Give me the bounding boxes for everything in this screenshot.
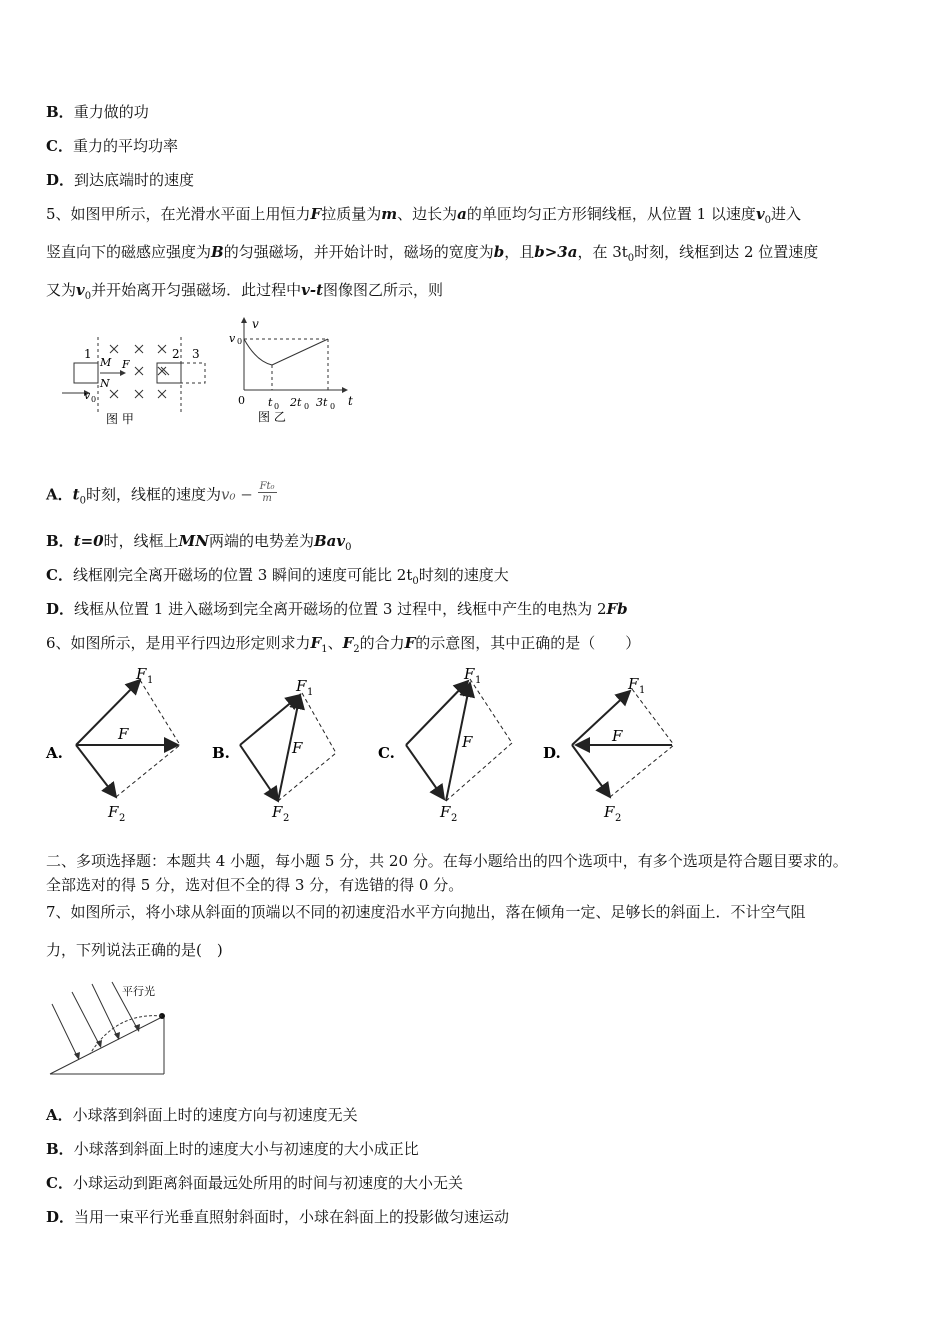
svg-text:2t: 2t bbox=[290, 396, 302, 409]
svg-text:F: F bbox=[628, 675, 639, 693]
svg-text:F: F bbox=[292, 739, 303, 757]
q7-option-c: C．小球运动到距离斜面最远处所用的时间与初速度的大小无关 bbox=[46, 1174, 463, 1192]
q7-option-d: D．当用一束平行光垂直照射斜面时，小球在斜面上的投影做匀速运动 bbox=[46, 1208, 510, 1226]
svg-text:F: F bbox=[462, 733, 473, 751]
q7-stem-line2: 力，下列说法正确的是( ) bbox=[46, 941, 223, 959]
svg-text:N: N bbox=[100, 377, 110, 390]
svg-text:F: F bbox=[108, 803, 119, 821]
svg-text:2: 2 bbox=[615, 813, 622, 824]
svg-text:F: F bbox=[118, 725, 129, 743]
svg-text:v: v bbox=[229, 332, 236, 345]
svg-text:0: 0 bbox=[238, 394, 245, 407]
svg-text:F: F bbox=[296, 677, 307, 695]
svg-text:0: 0 bbox=[91, 395, 97, 404]
q6-diagram-b bbox=[212, 677, 336, 824]
q4-option-b: B．重力做的功 bbox=[46, 103, 149, 121]
svg-text:0: 0 bbox=[237, 337, 243, 346]
svg-text:平行光: 平行光 bbox=[122, 985, 155, 998]
svg-text:v: v bbox=[252, 317, 259, 331]
svg-text:1: 1 bbox=[475, 675, 482, 686]
q5-figure-jia bbox=[58, 335, 218, 435]
svg-text:A.: A. bbox=[46, 744, 63, 762]
svg-text:C.: C. bbox=[378, 744, 395, 762]
svg-text:0: 0 bbox=[274, 402, 280, 411]
svg-text:2: 2 bbox=[172, 347, 180, 361]
svg-text:F: F bbox=[612, 727, 623, 745]
q7-option-a: A．小球落到斜面上时的速度方向与初速度无关 bbox=[46, 1106, 358, 1124]
svg-text:2: 2 bbox=[451, 813, 458, 824]
svg-text:1: 1 bbox=[84, 347, 92, 361]
svg-text:F: F bbox=[136, 665, 147, 683]
q5-option-c: C．线框刚完全离开磁场的位置 3 瞬间的速度可能比 $2t_0$时刻的速度大 bbox=[46, 566, 509, 587]
q7-figure bbox=[46, 978, 176, 1080]
q7-option-b: B．小球落到斜面上时的速度大小与初速度的大小成正比 bbox=[46, 1140, 419, 1158]
svg-text:2: 2 bbox=[119, 813, 126, 824]
svg-text:2: 2 bbox=[283, 813, 290, 824]
svg-text:M: M bbox=[100, 356, 112, 369]
svg-text:t: t bbox=[348, 394, 353, 408]
q5-option-d: D．线框从位置 1 进入磁场到完全离开磁场的位置 3 过程中，线框中产生的电热为 2Fb bbox=[46, 600, 628, 618]
svg-text:F: F bbox=[122, 358, 130, 371]
q6-diagram-d bbox=[543, 675, 674, 824]
svg-text:1: 1 bbox=[307, 687, 314, 698]
q6-diagrams bbox=[40, 665, 920, 830]
q6-diagram-a bbox=[45, 665, 180, 824]
svg-text:0: 0 bbox=[304, 402, 310, 411]
q5-stem-line1: 5、如图甲所示，在光滑水平面上用恒力F拉质量为m、边长为a的单匝均匀正方形铜线框，从位置 1 以速度$v_0$进入 bbox=[46, 205, 802, 226]
section2-line1: 二、多项选择题：本题共 4 小题，每小题 5 分，共 20 分。在每小题给出的四个选项中，有多个选项是符合题目要求的。 bbox=[46, 852, 848, 870]
q6-diagram-c bbox=[378, 665, 512, 824]
svg-text:F: F bbox=[272, 803, 283, 821]
q5-option-b: B．t=0时，线框上MN两端的电势差为Bav$_0$ bbox=[46, 532, 352, 553]
svg-text:v: v bbox=[84, 389, 91, 402]
svg-text:1: 1 bbox=[147, 675, 154, 686]
q7-stem-line1: 7、如图所示，将小球从斜面的顶端以不同的初速度沿水平方向抛出，落在倾角一定、足够长的斜面上．不计空气阻 bbox=[46, 903, 806, 921]
q5-stem-line3: 又为$v_0$并开始离开匀强磁场．此过程中v-t图像图乙所示，则 bbox=[46, 281, 444, 302]
svg-text:F: F bbox=[604, 803, 615, 821]
svg-text:3: 3 bbox=[192, 347, 200, 361]
q5-option-a: A．$t_0$时刻，线框的速度为v₀ − $\frac{\text{Ft₀}}{m}$ bbox=[46, 481, 275, 507]
section2-line2: 全部选对的得 5 分，选对但不全的得 3 分，有选错的得 0 分。 bbox=[46, 876, 464, 894]
svg-text:3t: 3t bbox=[316, 396, 328, 409]
svg-text:D.: D. bbox=[543, 744, 561, 762]
q5-figure-yi bbox=[226, 315, 361, 435]
q4-option-d: D．到达底端时的速度 bbox=[46, 171, 195, 189]
q4-option-c: C．重力的平均功率 bbox=[46, 137, 178, 155]
svg-text:0: 0 bbox=[330, 402, 336, 411]
svg-text:B.: B. bbox=[212, 744, 230, 762]
svg-text:1: 1 bbox=[639, 685, 646, 696]
svg-text:图 甲: 图 甲 bbox=[106, 412, 134, 426]
svg-text:图 乙: 图 乙 bbox=[258, 410, 286, 424]
svg-text:F: F bbox=[464, 665, 475, 683]
svg-text:t: t bbox=[268, 396, 273, 409]
q5-stem-line2: 竖直向下的磁感应强度为B的匀强磁场，并开始计时，磁场的宽度为b，且b>3a，在 $3t_0$时刻，线框到达 2 位置速度 bbox=[46, 243, 819, 264]
svg-text:F: F bbox=[440, 803, 451, 821]
q6-stem: 6、如图所示，是用平行四边形定则求力$F_1$、$F_2$的合力F的示意图，其中正确的是（ ） bbox=[46, 634, 641, 655]
